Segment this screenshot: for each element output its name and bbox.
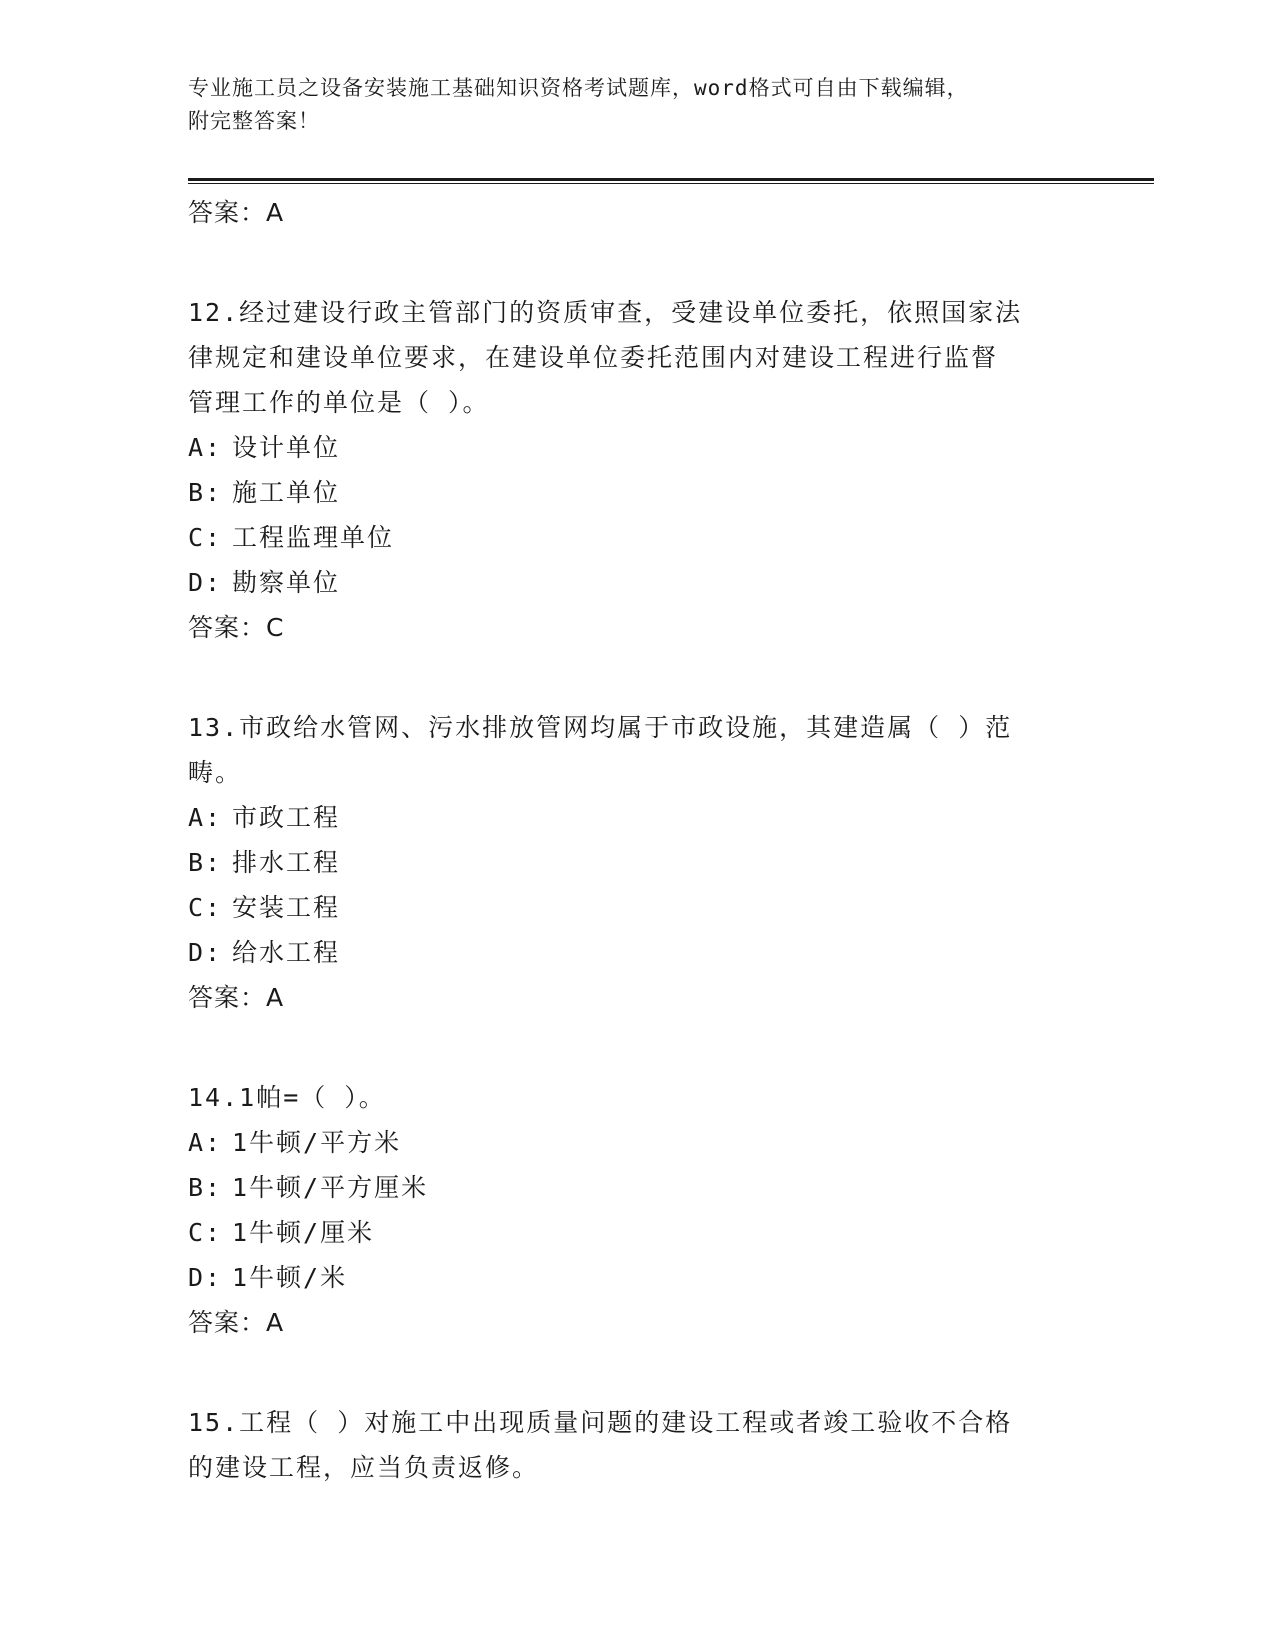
question-text-line: 律规定和建设单位要求，在建设单位委托范围内对建设工程进行监督: [188, 343, 999, 372]
question-text-line: 12.经过建设行政主管部门的资质审查，受建设单位委托，依照国家法: [188, 298, 1023, 327]
option-c: [188, 1210, 1088, 1255]
question-text-line: 畴。: [188, 758, 243, 787]
option-text: 排水工程: [232, 848, 341, 877]
header-divider-thin: [188, 183, 1154, 184]
question-text-line: 管理工作的单位是（ ）。: [188, 388, 490, 417]
option-text: 1牛顿/厘米: [232, 1218, 375, 1247]
answer-line: 答案：A: [188, 1308, 285, 1337]
option-text: 设计单位: [232, 433, 341, 462]
option-b: [188, 470, 1088, 515]
option-key: B:: [188, 478, 223, 507]
option-key: A:: [188, 803, 223, 832]
question-text-line: 13.市政给水管网、污水排放管网均属于市政设施，其建造属（ ）范: [188, 713, 1013, 742]
option-key: C:: [188, 893, 223, 922]
answer-line: 答案：C: [188, 613, 285, 642]
option-key: A:: [188, 433, 223, 462]
question-text-line: 14.1帕=（ ）。: [188, 1083, 386, 1112]
option-text: 勘察单位: [232, 568, 341, 597]
option-b: [188, 1165, 1088, 1210]
option-text: 工程监理单位: [232, 523, 395, 552]
question-text-line: 的建设工程，应当负责返修。: [188, 1453, 540, 1482]
option-text: 市政工程: [232, 803, 341, 832]
question-block: [188, 290, 1088, 650]
option-key: C:: [188, 1218, 223, 1247]
option-text: 安装工程: [232, 893, 341, 922]
option-b: [188, 840, 1088, 885]
question-block: [188, 1400, 1088, 1490]
option-text: 给水工程: [232, 938, 341, 967]
header-divider-thick: [188, 178, 1154, 181]
option-d: [188, 1255, 1088, 1300]
option-d: [188, 930, 1088, 975]
option-d: [188, 560, 1088, 605]
question-text-line: 15.工程（ ）对施工中出现质量问题的建设工程或者竣工验收不合格: [188, 1408, 1013, 1437]
option-text: 施工单位: [232, 478, 341, 507]
answer-line: 答案：A: [188, 198, 285, 227]
header-line-2: 附完整答案！: [188, 109, 320, 133]
option-c: [188, 885, 1088, 930]
header-line-1: 专业施工员之设备安装施工基础知识资格考试题库，word格式可自由下载编辑，: [188, 76, 969, 100]
option-key: D:: [188, 1263, 223, 1292]
option-key: B:: [188, 848, 223, 877]
document-body: [188, 190, 1088, 1490]
option-text: 1牛顿/平方厘米: [232, 1173, 429, 1202]
option-text: 1牛顿/平方米: [232, 1128, 402, 1157]
option-a: [188, 1120, 1088, 1165]
option-a: [188, 425, 1088, 470]
question-block: [188, 1075, 1088, 1345]
document-header: [188, 72, 1078, 138]
option-text: 1牛顿/米: [232, 1263, 348, 1292]
question-block: [188, 705, 1088, 1020]
option-key: A:: [188, 1128, 223, 1157]
option-key: B:: [188, 1173, 223, 1202]
option-key: D:: [188, 568, 223, 597]
option-c: [188, 515, 1088, 560]
answer-line: 答案：A: [188, 983, 285, 1012]
option-key: D:: [188, 938, 223, 967]
option-a: [188, 795, 1088, 840]
option-key: C:: [188, 523, 223, 552]
